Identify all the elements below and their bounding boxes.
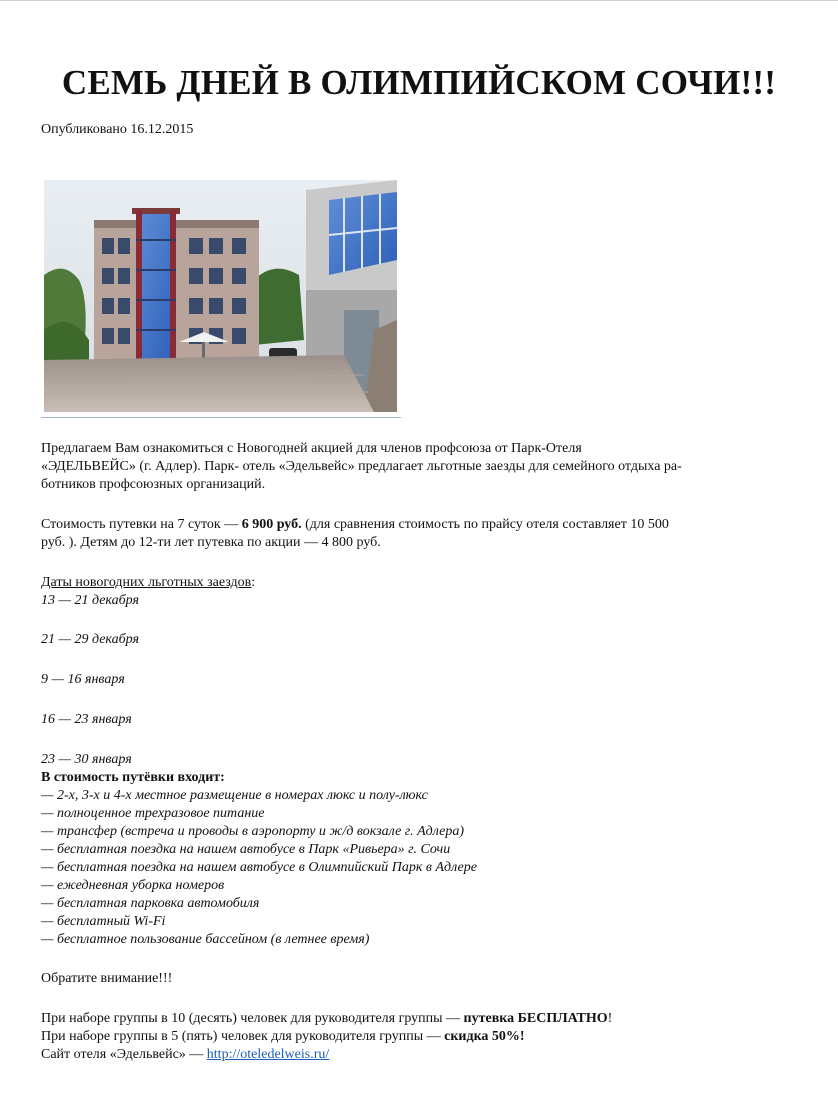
group-offers xyxy=(41,1010,801,1064)
group-offer-text: При наборе группы в 5 (пять) человек для руководителя группы — xyxy=(41,1029,445,1044)
dates-heading xyxy=(41,574,801,592)
date-item: 13 — 21 декабря xyxy=(41,593,139,608)
includes-item: — бесплатная поездка на нашем автобусе в Парк «Ривьера» г. Сочи xyxy=(41,842,451,857)
group-offer-5 xyxy=(41,1028,801,1046)
group-offer-end: ! xyxy=(607,1011,613,1026)
includes-item: — 2-х, 3-х и 4-х местное размещение в номерах люкс и полу-люкс xyxy=(41,788,428,803)
intro-paragraph xyxy=(41,440,801,494)
attention-note: Обратите внимание!!! xyxy=(41,971,173,986)
price-line xyxy=(41,516,801,534)
group-offer-bold: скидка 50%! xyxy=(444,1029,525,1044)
date-item: 23 — 30 января xyxy=(41,752,132,767)
includes-heading: В стоимость путёвки входит: xyxy=(41,770,225,785)
hotel-photo xyxy=(44,180,397,412)
includes-item: — ежедневная уборка номеров xyxy=(41,878,225,893)
includes-item: — бесплатная парковка автомобиля xyxy=(41,896,260,911)
hotel-site-link[interactable]: http://oteledelweis.ru/ xyxy=(206,1047,330,1062)
intro-line: Предлагаем Вам ознакомиться с Новогодней акцией для членов профсоюза от Парк-Отеля xyxy=(41,441,582,456)
date-item: 16 — 23 января xyxy=(41,712,132,727)
group-offer-bold: путевка БЕСПЛАТНО xyxy=(463,1011,608,1026)
price-line-2: руб. ). Детям до 12-ти лет путевка по акции — 4 800 руб. xyxy=(41,535,381,550)
dates-heading-colon: : xyxy=(251,575,256,590)
hotel-site-label: Сайт отеля «Эдельвейс» — xyxy=(41,1047,207,1062)
page-title: СЕМЬ ДНЕЙ В ОЛИМПИЙСКОМ СОЧИ!!! xyxy=(61,63,777,102)
intro-line: ботников профсоюзных организаций. xyxy=(41,477,266,492)
published-date: Опубликовано 16.12.2015 xyxy=(41,122,194,137)
price-suffix: (для сравнения стоимость по прайсу отеля составляет 10 500 xyxy=(301,517,669,532)
date-item: 9 — 16 января xyxy=(41,672,125,687)
date-item: 21 — 29 декабря xyxy=(41,632,139,647)
includes-item: — полноценное трехразовое питание xyxy=(41,806,265,821)
intro-line: «ЭДЕЛЬВЕЙС» (г. Адлер). Парк- отель «Эдельвейс» предлагает льготные заезды для семейного отдыха ра- xyxy=(41,459,682,474)
price-amount: 6 900 руб. xyxy=(241,517,302,532)
dates-heading-text: Даты новогодних льготных заездов xyxy=(41,575,252,590)
includes-item: — бесплатный Wi-Fi xyxy=(41,914,166,929)
includes-item: — бесплатная поездка на нашем автобусе в Олимпийский Парк в Адлере xyxy=(41,860,477,875)
price-paragraph xyxy=(41,516,801,552)
includes-list xyxy=(41,769,801,949)
group-offer-text: При наборе группы в 10 (десять) человек для руководителя группы — xyxy=(41,1011,464,1026)
photo-underline xyxy=(41,417,401,418)
price-prefix: Стоимость путевки на 7 суток — xyxy=(41,517,242,532)
hotel-site-line xyxy=(41,1046,801,1064)
includes-item: — бесплатное пользование бассейном (в летнее время) xyxy=(41,932,370,947)
includes-item: — трансфер (встреча и проводы в аэропорту и ж/д вокзале г. Адлера) xyxy=(41,824,465,839)
group-offer-10 xyxy=(41,1010,801,1028)
